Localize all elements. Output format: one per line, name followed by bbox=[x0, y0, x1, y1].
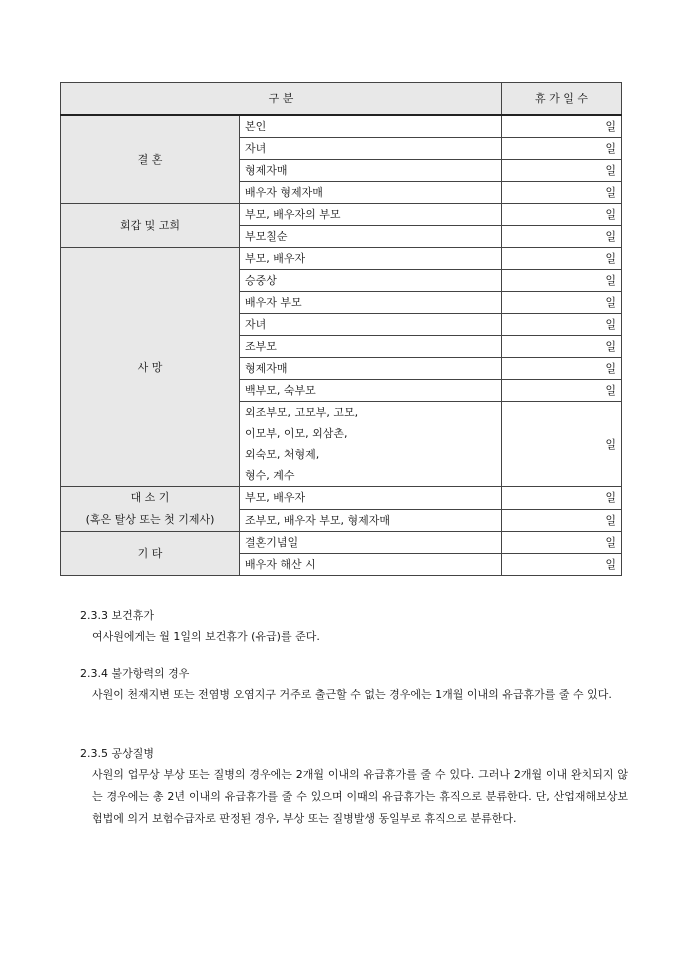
section-health-leave bbox=[80, 606, 628, 648]
item-label: 조부모, 배우자 부모, 형제자매 bbox=[240, 509, 502, 532]
table-row bbox=[61, 115, 622, 138]
section-text: 여사원에게는 월 1일의 보건휴가 (유급)를 준다. bbox=[92, 630, 320, 643]
item-label-multiline bbox=[240, 402, 502, 487]
days-cell: 일 bbox=[502, 532, 622, 554]
item-label: 형제자매 bbox=[240, 358, 502, 380]
section-heading: 2.3.3 보건휴가 bbox=[80, 609, 154, 622]
section-text: 사원이 천재지변 또는 전염병 오염지구 거주로 출근할 수 없는 경우에는 1개월 이내의 유급휴가를 줄 수 있다. bbox=[92, 688, 612, 701]
header-leave-days: 휴 가 일 수 bbox=[502, 83, 622, 116]
item-label: 승중상 bbox=[240, 270, 502, 292]
days-cell: 일 bbox=[502, 204, 622, 226]
category-birthday: 회갑 및 고희 bbox=[61, 204, 240, 248]
section-text: 사원의 업무상 부상 또는 질병의 경우에는 2개월 이내의 유급휴가를 줄 수 있다. 그러나 2개월 이내 완치되지 않는 경우에는 총 2년 이내의 유급휴가를 줄 수 있으며 이때의 유급휴가는 휴직으로 분류한다. 단, 산업재해보상보험법에 의거 보험수급자로 판정된 경우, 부상 또는 질병발생 동일부로 휴직으로 분류한다. bbox=[92, 768, 628, 825]
days-cell: 일 bbox=[502, 248, 622, 270]
table-row bbox=[61, 204, 622, 226]
item-label: 백부모, 숙부모 bbox=[240, 380, 502, 402]
days-cell: 일 bbox=[502, 336, 622, 358]
item-label: 배우자 부모 bbox=[240, 292, 502, 314]
days-cell: 일 bbox=[502, 226, 622, 248]
days-cell: 일 bbox=[502, 487, 622, 510]
item-label: 결혼기념일 bbox=[240, 532, 502, 554]
section-heading: 2.3.4 불가항력의 경우 bbox=[80, 667, 190, 680]
section-heading: 2.3.5 공상질병 bbox=[80, 747, 154, 760]
category-marriage: 결 혼 bbox=[61, 115, 240, 204]
days-cell: 일 bbox=[502, 160, 622, 182]
item-label: 본인 bbox=[240, 115, 502, 138]
days-cell: 일 bbox=[502, 358, 622, 380]
days-cell: 일 bbox=[502, 380, 622, 402]
days-cell: 일 bbox=[502, 314, 622, 336]
days-cell: 일 bbox=[502, 182, 622, 204]
item-label: 부모, 배우자 bbox=[240, 248, 502, 270]
days-cell: 일 bbox=[502, 509, 622, 532]
item-label: 자녀 bbox=[240, 138, 502, 160]
category-death: 사 망 bbox=[61, 248, 240, 487]
section-force-majeure bbox=[80, 664, 628, 706]
table-header-row bbox=[61, 83, 622, 116]
days-cell: 일 bbox=[502, 115, 622, 138]
category-other: 기 타 bbox=[61, 532, 240, 576]
days-cell: 일 bbox=[502, 138, 622, 160]
table-row bbox=[61, 248, 622, 270]
header-category: 구 분 bbox=[61, 83, 502, 116]
item-label: 부모칠순 bbox=[240, 226, 502, 248]
item-label: 배우자 형제자매 bbox=[240, 182, 502, 204]
multiline-item-line: 외숙모, 처형제, bbox=[245, 448, 320, 461]
days-cell: 일 bbox=[502, 292, 622, 314]
item-label: 배우자 해산 시 bbox=[240, 554, 502, 576]
category-memorial bbox=[61, 487, 240, 532]
table-row bbox=[61, 532, 622, 554]
item-label: 부모, 배우자 bbox=[240, 487, 502, 510]
category-memorial-line2: (혹은 탈상 또는 첫 기제사) bbox=[85, 513, 215, 526]
multiline-item-line: 외조부모, 고모부, 고모, bbox=[245, 406, 359, 419]
section-work-injury bbox=[80, 744, 628, 830]
multiline-item-line: 이모부, 이모, 외삼촌, bbox=[245, 427, 348, 440]
item-label: 조부모 bbox=[240, 336, 502, 358]
days-cell: 일 bbox=[502, 402, 622, 487]
multiline-item-line: 형수, 계수 bbox=[245, 469, 295, 482]
days-cell: 일 bbox=[502, 270, 622, 292]
leave-table bbox=[60, 82, 622, 576]
item-label: 자녀 bbox=[240, 314, 502, 336]
item-label: 부모, 배우자의 부모 bbox=[240, 204, 502, 226]
item-label: 형제자매 bbox=[240, 160, 502, 182]
category-memorial-line1: 대 소 기 bbox=[130, 491, 170, 504]
table-row bbox=[61, 487, 622, 510]
days-cell: 일 bbox=[502, 554, 622, 576]
